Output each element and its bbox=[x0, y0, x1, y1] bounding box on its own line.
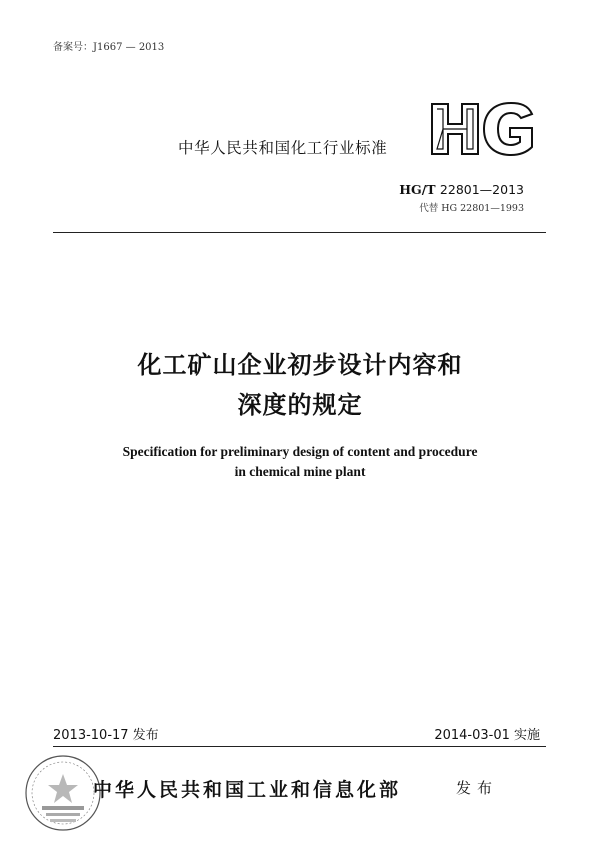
implementation-date: 2014-03-01 实施 bbox=[434, 728, 540, 743]
title-en-line-2: in chemical mine plant bbox=[234, 464, 366, 479]
publisher-seal bbox=[22, 752, 104, 834]
standard-category: 中华人民共和国化工行业标准 bbox=[178, 139, 388, 157]
issue-date: 2013-10-17 发布 bbox=[53, 728, 159, 743]
hg-logo bbox=[428, 100, 538, 158]
title-zh-line-1: 化工矿山企业初步设计内容和 bbox=[137, 351, 463, 379]
title-en-line-1: Specification for preliminary design of content and procedure bbox=[122, 444, 478, 459]
record-number: 备案号：J1667 — 2013 bbox=[53, 42, 165, 53]
bottom-divider bbox=[53, 746, 546, 747]
standard-number-value: 22801—2013 bbox=[439, 182, 524, 197]
replaces-standard: 代替 HG 22801—1993 bbox=[419, 203, 524, 214]
standard-number bbox=[399, 182, 524, 197]
publish-label: 发布 bbox=[456, 779, 499, 797]
top-divider bbox=[53, 232, 546, 233]
logo-letter-g bbox=[484, 103, 532, 155]
standard-code: HG/T bbox=[399, 182, 436, 197]
issuing-authority: 中华人民共和国工业和信息化部 bbox=[93, 779, 402, 801]
logo-letter-h bbox=[432, 104, 478, 154]
title-zh-line-2: 深度的规定 bbox=[237, 391, 363, 419]
